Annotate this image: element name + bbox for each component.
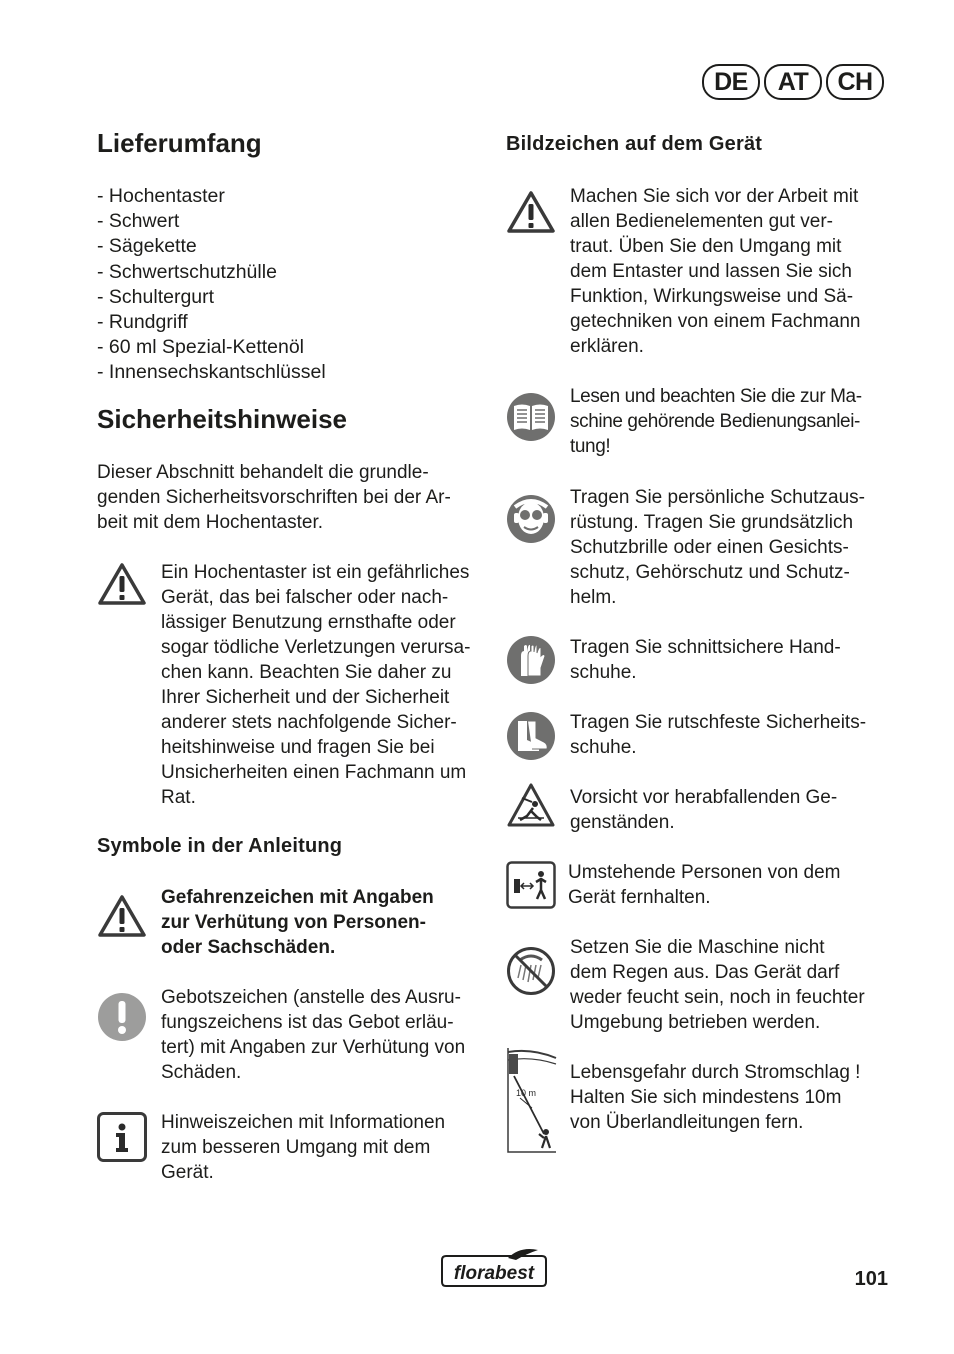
- warning-triangle-icon: [97, 562, 147, 606]
- country-badge-ch: CH: [826, 64, 884, 100]
- keep-distance-icon: [506, 861, 556, 909]
- safety-boots-icon: [506, 710, 556, 762]
- symbol-text-power-line: Lebensgefahr durch Stromschlag ! Halten Sie sich mindestens 10m von Überlandleitungen fern.: [570, 1062, 861, 1133]
- list-item: - 60 ml Spezial-Kettenöl: [97, 336, 305, 359]
- symbol-text-falling-objects: Vorsicht vor herabfallenden Ge- genständen.: [570, 787, 838, 833]
- list-item: - Hochentaster: [97, 185, 225, 207]
- country-badge-at: AT: [764, 64, 822, 100]
- symbol-text-manual: Lesen und beachten Sie die zur Ma- schine gehörende Bedienungsanlei- tung!: [570, 386, 862, 457]
- mandatory-sign-text: Gebotszeichen (anstelle des Ausru- fungszeichens ist das Gebot erläu- tert) mit Angaben zur Verhütung von Schäden.: [161, 987, 466, 1083]
- list-item: - Innensechskantschlüssel: [97, 361, 326, 384]
- heading-sicherheitshinweise: Sicherheitshinweise: [97, 404, 347, 434]
- info-icon: [97, 1112, 147, 1162]
- symbol-text-protective-gear: Tragen Sie persönliche Schutzaus- rüstung. Tragen Sie grundsätzlich Schutzbrille oder einen Gesichts- schutz, Gehörschutz und Schutz- helm.: [570, 487, 866, 608]
- country-badges: [702, 64, 884, 100]
- list-item: - Sägekette: [97, 235, 197, 258]
- symbol-text-warning: Machen Sie sich vor der Arbeit mit allen Bedienelementen gut ver- traut. Üben Sie den Umgang mit dem Entaster und lassen Sie sich Funktion, Wirkungsweise und Sä- getechniken von einem Fachmann erklären.: [570, 186, 861, 357]
- power-line-icon: [506, 1046, 558, 1154]
- danger-sign-text: Gefahrenzeichen mit Angaben zur Verhütung von Personen- oder Sachschäden.: [161, 887, 434, 958]
- distance-label: 10 m: [516, 1088, 537, 1098]
- warning-triangle-icon: [506, 190, 556, 234]
- symbol-text-no-rain: Setzen Sie die Maschine nicht dem Regen aus. Das Gerät darf weder feucht sein, noch in feuchter Umgebung betrieben werden.: [570, 937, 865, 1033]
- list-item: - Schwert: [97, 210, 180, 233]
- warning-triangle-icon: [97, 894, 147, 938]
- heading-bildzeichen: Bildzeichen auf dem Gerät: [506, 133, 763, 155]
- symbol-text-gloves: Tragen Sie schnittsichere Hand- schuhe.: [570, 637, 841, 683]
- symbol-text-keep-distance: Umstehende Personen von dem Gerät fernhalten.: [568, 862, 841, 908]
- page-number: 101: [854, 1268, 888, 1290]
- florabest-logo: [438, 1248, 550, 1288]
- list-item: - Rundgriff: [97, 311, 188, 334]
- heading-lieferumfang: Lieferumfang: [97, 128, 262, 158]
- safety-warning-text: Ein Hochentaster ist ein gefährliches Gerät, das bei falscher oder nach- lässiger Benutzung ernsthafte oder sogar tödliche Verletzungen verursa- chen kann. Beachten Sie daher zu Ihrer Sicherheit und der Sicherheit anderer stets nachfolgende Sicher- heitshinweise und fragen Sie bei Unsicherheiten einen Fachmann um Rat.: [161, 562, 471, 808]
- read-manual-icon: [506, 392, 556, 442]
- logo-text: florabest: [453, 1263, 535, 1284]
- gloves-icon: [506, 634, 556, 686]
- list-item: - Schultergurt: [97, 285, 215, 308]
- delivery-list: [97, 184, 326, 386]
- country-badge-de: DE: [702, 64, 760, 100]
- heading-symbole: Symbole in der Anleitung: [97, 835, 343, 857]
- no-rain-icon: [506, 946, 556, 996]
- list-item: - Schwertschutzhülle: [97, 260, 277, 283]
- mandatory-sign-icon: [97, 992, 147, 1042]
- safety-intro: Dieser Abschnitt behandelt die grundle- genden Sicherheitsvorschriften bei der Ar- beit mit dem Hochentaster.: [97, 462, 451, 533]
- falling-objects-icon: [506, 782, 556, 828]
- protective-gear-icon: [506, 493, 556, 545]
- symbol-text-boots: Tragen Sie rutschfeste Sicherheits- schuhe.: [570, 712, 867, 758]
- info-sign-text: Hinweiszeichen mit Informationen zum besseren Umgang mit dem Gerät.: [161, 1112, 446, 1183]
